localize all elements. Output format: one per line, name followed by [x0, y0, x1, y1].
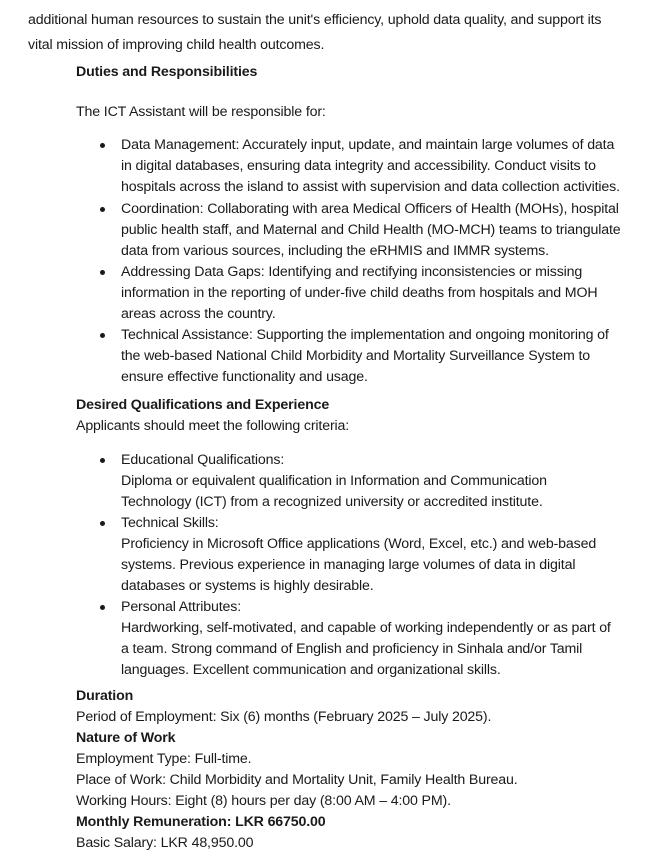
duty-line: ensure effective functionality and usage. [121, 369, 368, 385]
employment-type: Employment Type: Full-time. [76, 751, 252, 767]
qualification-line: Hardworking, self-motivated, and capable of working independently or as part of [121, 620, 611, 636]
bullet-icon [100, 207, 105, 212]
intro-line: additional human resources to sustain the unit's efficiency, uphold data quality, and support its [28, 12, 602, 28]
bullet-icon [100, 143, 105, 148]
qualification-title: Educational Qualifications: [121, 452, 285, 468]
qualification-title: Personal Attributes: [121, 599, 242, 615]
duration-heading: Duration [76, 688, 134, 704]
duty-line: in digital databases, ensuring data integrity and accessibility. Conduct visits to [121, 158, 596, 174]
qualification-line: Diploma or equivalent qualification in Information and Communication [121, 473, 547, 489]
duties-lead: The ICT Assistant will be responsible for: [76, 104, 326, 120]
intro-paragraph [28, 8, 663, 58]
duration-period: Period of Employment: Six (6) months (February 2025 – July 2025). [76, 709, 492, 725]
remuneration-heading: Monthly Remuneration: LKR 66750.00 [76, 814, 326, 830]
bullet-icon [100, 521, 105, 526]
terms-section [76, 686, 518, 854]
qualification-title: Technical Skills: [121, 515, 219, 531]
place-of-work: Place of Work: Child Morbidity and Mortality Unit, Family Health Bureau. [76, 772, 518, 788]
qualifications-heading: Desired Qualifications and Experience [76, 397, 330, 413]
bullet-icon [100, 458, 105, 463]
basic-salary: Basic Salary: LKR 48,950.00 [76, 835, 254, 851]
intro-line: vital mission of improving child health outcomes. [28, 37, 325, 53]
duty-line: the web-based National Child Morbidity and Mortality Surveillance System to [121, 348, 590, 364]
qualification-line: Proficiency in Microsoft Office applications (Word, Excel, etc.) and web-based [121, 536, 597, 552]
working-hours: Working Hours: Eight (8) hours per day (8:00 AM – 4:00 PM). [76, 793, 451, 809]
qualification-line: databases or systems is highly desirable. [121, 578, 374, 594]
duty-line: data from various sources, including the eRHMIS and IMMR systems. [121, 243, 549, 259]
duty-line: hospitals across the island to assist with supervision and data collection activities. [121, 179, 620, 195]
duty-line: Technical Assistance: Supporting the implementation and ongoing monitoring of [121, 327, 609, 343]
qualification-line: Technology (ICT) from a recognized university or accredited institute. [121, 494, 543, 510]
duty-line: Addressing Data Gaps: Identifying and rectifying inconsistencies or missing [121, 264, 583, 280]
qualifications-lead: Applicants should meet the following criteria: [76, 418, 350, 434]
duty-line: areas across the country. [121, 306, 276, 322]
bullet-icon [100, 605, 105, 610]
duties-heading: Duties and Responsibilities [76, 64, 258, 80]
duty-line: Data Management: Accurately input, update, and maintain large volumes of data [121, 137, 615, 153]
duty-line: information in the reporting of under-five child deaths from hospitals and MOH [121, 285, 598, 301]
duty-line: Coordination: Collaborating with area Medical Officers of Health (MOHs), hospital [121, 201, 619, 217]
bullet-icon [100, 333, 105, 338]
bullet-icon [100, 270, 105, 275]
nature-heading: Nature of Work [76, 730, 176, 746]
qualification-line: languages. Excellent communication and organizational skills. [121, 662, 501, 678]
qualification-line: a team. Strong command of English and proficiency in Sinhala and/or Tamil [121, 641, 583, 657]
qualification-line: systems. Previous experience in managing large volumes of data in digital [121, 557, 576, 573]
duty-line: public health staff, and Maternal and Child Health (MO-MCH) teams to triangulate [121, 222, 621, 238]
